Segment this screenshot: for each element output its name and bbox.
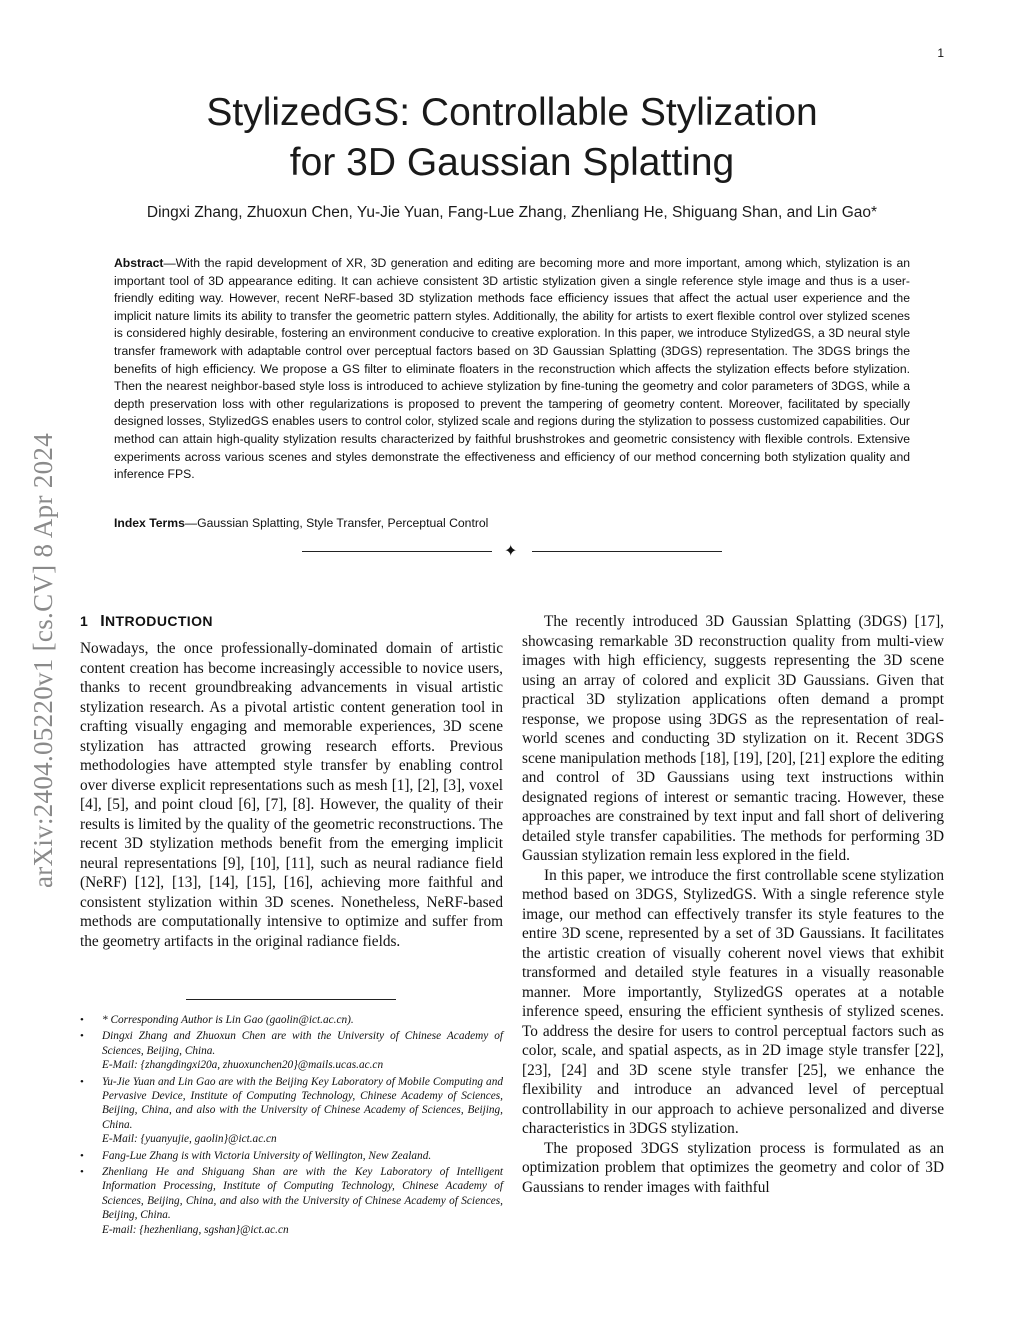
index-terms (114, 516, 910, 530)
bullet-icon: • (80, 1030, 84, 1043)
author-list: Dingxi Zhang, Zhuoxun Chen, Yu-Jie Yuan, Fang-Lue Zhang, Zhenliang He, Shiguang Shan, and Lin Gao* (146, 204, 878, 221)
footnote-item (80, 1165, 503, 1237)
paper-title-line-2: for 3D Gaussian Splatting (289, 141, 735, 184)
paper-title (100, 88, 924, 188)
separator-diamond-icon: ✦ (504, 541, 518, 560)
bullet-icon: • (80, 1149, 84, 1162)
separator-line-left (302, 551, 492, 552)
separator-line-right (532, 551, 722, 552)
intro-paragraph-1: Nowadays, the once professionally-dominated domain of artistic content creation has become increasingly accessible to novice users, thanks to recent groundbreaking advancements in visual artistic stylization research. As a pivotal artistic content generation tool in crafting visually engaging and memorable experiences, 3D scene stylization has attracted growing research efforts. Previous methodologies have attempted style transfer by enabling control over diverse explicit representations such as mesh [1], [2], [3], voxel [4], [5], and point cloud [6], [7], [8]. However, the quality of their results is limited by the quality of the geometric reconstructions. The recent 3D stylization methods benefit from the emerging implicit neural representations [9], [10], [11], such as neural radiance field (NeRF) [12], [13], [14], [15], [16], achieving more faithful and consistent stylization within 3D scenes. Nonetheless, NeRF-based methods are computationally intensive to optimize and suffer from the geometry artifacts in the original radiance fields. (80, 640, 503, 950)
arxiv-stamp (22, 360, 66, 960)
footnote-text: * Corresponding Author is Lin Gao (gaolin@ict.ac.cn). (102, 1014, 354, 1026)
intro-paragraph-2: The recently introduced 3D Gaussian Splatting (3DGS) [17], showcasing remarkable 3D reconstruction quality from multi-view images with high efficiency, suggests representing the 3D scene using an array of colored and explicit 3D Gaussians. Given that practical 3D stylization applications often demand a prompt response, we propose using 3DGS as the representation of real-world scenes and conducting 3D stylization on it. Recent 3DGS scene manipulation methods [18], [19], [20], [21] explore the editing and control of 3D Gaussians using text instructions within designated regions of interest or semantic tracing. However, these approaches are constrained by text input and fall short of delivering detailed style transfer capabilities. The methods for performing 3D Gaussian stylization remain less explored in the field. (522, 613, 944, 864)
section-separator (302, 541, 722, 561)
arxiv-identifier[interactable]: arXiv:2404.05220v1 [cs.CV] 8 Apr 2024 (28, 432, 59, 888)
footnote-item (80, 1013, 503, 1027)
footnote-text: Zhenliang He and Shiguang Shan are with the Key Laboratory of Intelligent Information Processing, Institute of Computing Technology, Chinese Academy of Sciences, Beijing, China, and also with the University of Chinese Academy of Sciences, Beijing, China. (102, 1166, 503, 1222)
bullet-icon: • (80, 1014, 84, 1026)
index-terms-text: —Gaussian Splatting, Style Transfer, Perceptual Control (184, 516, 489, 530)
intro-paragraph-4: The proposed 3DGS stylization process is formulated as an optimization problem that optimizes the geometry and color of 3D Gaussians to render images with faithful (522, 1139, 944, 1196)
bullet-icon: • (80, 1075, 84, 1088)
footnote-text: E-Mail: {zhangdingxi20a, zhuoxunchen20}@mails.ucas.ac.cn (102, 1059, 384, 1072)
abstract (114, 255, 910, 484)
footnote-text: Yu-Jie Yuan and Lin Gao are with the Beijing Key Laboratory of Mobile Computing and Pervasive Device, Institute of Computing Technology, Chinese Academy of Sciences, Beijing, China, and also with the University of Chinese Academy of Sciences, Beijing, China. (102, 1075, 503, 1131)
footnote-item (80, 1149, 503, 1163)
right-column (522, 612, 944, 1197)
section-title-rest: NTRODUCTION (105, 613, 213, 629)
paper-title-line-1: StylizedGS: Controllable Stylization (206, 91, 818, 134)
section-title-initial: I (100, 613, 106, 630)
bullet-icon: • (80, 1166, 84, 1179)
abstract-text: —With the rapid development of XR, 3D generation and editing are becoming more and more important, among which, stylization is an important tool of 3D appearance editing. It can achieve consistent 3D artistic stylization given a single reference style image and thus is a user-friendly editing way. However, recent NeRF-based 3D stylization methods face efficiency issues that affect the actual user experience and the implicit nature limits its ability to transfer the geometric pattern styles. Additionally, the ability for artists to exert flexible control over stylized scenes is considered highly desirable, fostering an environment conducive to creative exploration. In this paper, we introduce StylizedGS, a 3D neural style transfer framework with adaptable control over perceptual factors based on 3D Gaussian Splatting (3DGS) representation. The 3DGS brings the benefits of high efficiency. We propose a GS filter to eliminate floaters in the reconstruction which affects the stylization effects before stylization. Then the nearest neighbor-based style loss is introduced to achieve stylization by fine-tuning the geometry and color parameters of 3DGS, while a depth preservation loss with other regularizations is proposed to prevent the tampering of geometry content. Moreover, facilitated by specially designed losses, StylizedGS enables users to control color, stylized scale and regions during the stylization to possess customized capabilities. Our method can attain high-quality stylization results characterized by faithful brushstrokes and geometric consistency with flexible controls. Extensive experiments across various scenes and styles demonstrate the effectiveness and efficiency of our method concerning both stylization quality and inference FPS. (114, 256, 910, 482)
abstract-label: Abstract (114, 256, 164, 270)
intro-paragraph-3: In this paper, we introduce the first controllable scene stylization method based on 3DGS, StylizedGS. With a single reference style image, our method can effectively transfer its style features to the entire 3D scene, represented by a set of 3D Gaussians. It facilitates the artistic creation of visually coherent novel views that exhibit transformed and detailed style features in a visually reasonable manner. More importantly, StylizedGS operates at a notable inference speed, ensuring the efficient synthesis of stylized scenes. To address the desire for users to control perceptual factors such as color, scale, and spatial aspects, as in 2D image style transfer [22], [23], [24] and 3D scene style transfer [25], we enhance the flexibility and introduce an advanced level of perceptual controllability in our approach to achieve personalized and diverse characteristics in 3DGS stylization. (522, 866, 944, 1137)
footnote-text: E-Mail: {yuanyujie, gaolin}@ict.ac.cn (102, 1133, 277, 1146)
left-column (80, 612, 503, 951)
footnote-divider (186, 999, 396, 1000)
footnote-list (80, 1013, 503, 1239)
footnote-text: E-mail: {hezhenliang, sgshan}@ict.ac.cn (102, 1223, 289, 1236)
footnote-item (80, 1075, 503, 1147)
footnote-text: Dingxi Zhang and Zhuoxun Chen are with the University of Chinese Academy of Sciences, Beijing, China. (102, 1030, 503, 1057)
section-heading-introduction (80, 612, 503, 631)
index-terms-label: Index Terms (114, 516, 185, 530)
footnote-item (80, 1029, 503, 1072)
section-number: 1 (80, 613, 89, 629)
page-number: 1 (937, 46, 944, 60)
footnote-text: Fang-Lue Zhang is with Victoria University of Wellington, New Zealand. (102, 1149, 432, 1162)
